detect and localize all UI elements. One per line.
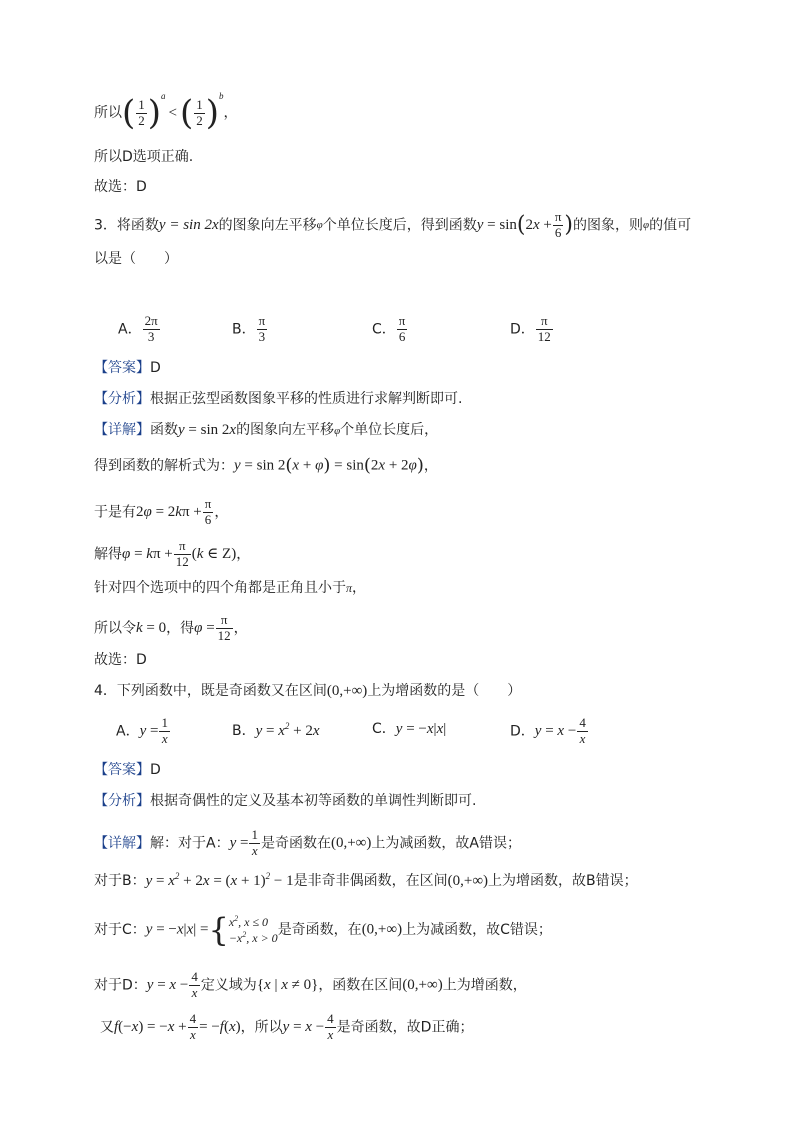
- text: 是奇函数，故D正确；: [336, 1019, 474, 1036]
- text: 又: [100, 1019, 114, 1036]
- q3-analysis: [94, 392, 462, 406]
- text: 个单位长度后，: [340, 422, 439, 438]
- interval: (0,+∞): [447, 873, 489, 889]
- q4-detail-d-odd: [100, 1012, 473, 1043]
- paren-open: (: [180, 93, 194, 133]
- q4-option-b[interactable]: [232, 722, 320, 739]
- comma: ，: [236, 546, 251, 563]
- q3-option-a[interactable]: [118, 314, 161, 345]
- q3-phi: φ: [316, 218, 323, 231]
- text: 上为增函数的是（ ）: [367, 683, 522, 699]
- q4-option-a[interactable]: [116, 716, 171, 747]
- text: 定义域为: [200, 977, 257, 994]
- left-brace: {: [208, 911, 229, 950]
- q3-detail-line3: [94, 497, 228, 528]
- formula: (k ∈ Z): [191, 545, 237, 562]
- domain-set: {x | x ≠ 0}: [256, 976, 319, 993]
- option-fraction: $\frac{\pi}{3}$: [258, 313, 266, 344]
- option-label: D．: [510, 321, 535, 338]
- formula: y = −x|x|: [395, 721, 447, 737]
- interval: (0,+∞): [330, 834, 372, 851]
- question-3-stem-line2: 以是（ ）: [94, 251, 178, 267]
- text: 解：对于A：: [150, 835, 230, 852]
- q3-arg: 2x +: [525, 216, 552, 233]
- text: 是奇函数，在: [277, 922, 362, 939]
- q3-text-a: 3．将函数: [94, 217, 159, 234]
- question-4-stem: [94, 684, 521, 699]
- q3-option-c[interactable]: [372, 314, 408, 345]
- paren-open: (: [516, 212, 526, 238]
- text: 针对四个选项中的四个角都是正角且小于: [94, 580, 346, 596]
- option-label: C．: [372, 321, 396, 338]
- analysis-tag: 【分析】: [94, 793, 150, 809]
- phi: φ: [334, 425, 341, 437]
- formula: f(−x) = −x +: [114, 1018, 187, 1035]
- text: 对于D：: [94, 977, 147, 994]
- q3-function-1: y = sin 2x: [158, 216, 219, 233]
- formula: y = x −: [534, 722, 577, 739]
- q3-function-2: y = sin: [476, 216, 517, 233]
- formula: y = sin 2x: [178, 422, 237, 438]
- answer-tag: 【答案】: [94, 360, 150, 376]
- detail-tag: 【详解】: [94, 835, 150, 852]
- text: 是非奇非偶函数，在区间: [293, 873, 448, 889]
- text: 的图象向左平移: [236, 422, 335, 438]
- fraction-4-x: $\frac{4}{x}$: [579, 715, 586, 746]
- q4-answer: [94, 763, 161, 777]
- answer-value: D: [150, 360, 161, 376]
- q3-detail-line2: [94, 457, 438, 475]
- piecewise-cases: $x^2$, x ≤ 0 $-x^2$, x > 0: [228, 914, 278, 946]
- fraction-1-x: $\frac{1}{x}$: [161, 715, 168, 746]
- analysis-text: 根据正弦型函数图象平移的性质进行求解判断即可.: [150, 391, 463, 407]
- paren-open: (: [363, 455, 371, 476]
- option-fraction: $\frac{\pi}{6}$: [398, 313, 406, 344]
- q3-final: 故选：D: [94, 652, 147, 668]
- exponent-b: b: [219, 91, 224, 101]
- option-label: B．: [232, 723, 256, 739]
- q4-option-d[interactable]: [510, 716, 589, 747]
- answer-value: D: [150, 762, 161, 778]
- q3-detail-line6: [94, 613, 248, 644]
- paren-open: (: [122, 93, 136, 133]
- text: 得到函数的解析式为：: [94, 458, 234, 474]
- text: ，所以: [240, 1019, 283, 1036]
- text-prefix: 所以: [94, 105, 122, 121]
- text: 对于B：: [94, 873, 146, 889]
- option-label: A．: [116, 723, 140, 740]
- q3-detail-line1: [94, 423, 438, 438]
- line-d-correct: 所以D选项正确.: [94, 149, 194, 165]
- q3-text-c: 个单位长度后，得到函数: [322, 217, 477, 234]
- comma: ，: [423, 458, 438, 474]
- q3-option-d[interactable]: [510, 314, 554, 345]
- q4-option-c[interactable]: [372, 722, 446, 737]
- question-3-stem: [94, 210, 691, 241]
- q3-phi-2: φ: [643, 218, 650, 231]
- fraction-1-x: $\frac{1}{x}$: [251, 827, 258, 858]
- paren-close: ): [147, 93, 162, 133]
- option-fraction: $\frac{\pi}{12}$: [537, 313, 551, 344]
- option-fraction: $\frac{2\pi}{3}$: [144, 313, 158, 344]
- q3-option-b[interactable]: [232, 314, 268, 345]
- q4-detail-b: [94, 872, 638, 889]
- q3-detail-line5: [94, 581, 366, 595]
- text: 4．下列函数中，既是奇函数又在区间: [94, 683, 327, 699]
- q3-answer: [94, 361, 161, 375]
- text: 上为增函数，: [442, 977, 527, 994]
- fraction-4-x: $\frac{4}{x}$: [191, 969, 198, 1000]
- fraction-pi-6: $\frac{\pi}{6}$: [554, 209, 562, 240]
- q3-text-d: 的图象，则: [573, 217, 644, 234]
- fraction-pi-12: $\frac{\pi}{12}$: [175, 538, 189, 569]
- fraction-4-x: $\frac{4}{x}$: [189, 1011, 197, 1042]
- formula: φ = kπ +: [122, 545, 173, 562]
- q4-detail-d: [94, 970, 527, 1001]
- text: 上为减函数，故C错误；: [402, 922, 552, 939]
- text: 对于C：: [94, 922, 146, 939]
- formula: = −f(x): [199, 1018, 241, 1035]
- option-label: B．: [232, 321, 256, 338]
- text: 解得: [94, 546, 122, 563]
- interval: (0,+∞): [326, 683, 368, 699]
- fraction-pi-12: $\frac{\pi}{12}$: [217, 612, 231, 643]
- text-suffix: ，: [223, 105, 238, 121]
- line-conclusion-inequality: [94, 91, 238, 133]
- option-label: A．: [118, 321, 142, 338]
- less-than: <: [168, 104, 177, 121]
- q3-text-b: 的图象向左平移: [218, 217, 317, 234]
- comma: ，: [214, 504, 229, 521]
- formula: 2x + 2φ: [370, 457, 417, 474]
- formula: k = 0: [136, 619, 167, 636]
- formula: y =: [229, 834, 249, 851]
- text: 所以令: [94, 620, 136, 637]
- paren-close: ): [564, 212, 574, 238]
- comma: ，: [352, 580, 367, 596]
- option-label: D．: [510, 723, 535, 740]
- formula: y =: [139, 722, 159, 739]
- text: 于是有: [94, 504, 136, 521]
- pi: π: [346, 581, 353, 595]
- q4-detail-c: [94, 911, 552, 950]
- q4-detail-a: [94, 828, 521, 859]
- formula: x + φ: [292, 457, 324, 474]
- formula: y = sin 2: [234, 457, 286, 474]
- formula: y = x −: [146, 976, 189, 993]
- answer-tag: 【答案】: [94, 762, 150, 778]
- q4-analysis: [94, 794, 476, 808]
- text: ，得: [166, 620, 195, 637]
- formula: y = −x|x| =: [145, 921, 209, 938]
- analysis-text: 根据奇偶性的定义及基本初等函数的单调性判断即可.: [150, 793, 477, 809]
- formula: $y = x^2 + 2x = (x + 1)^2 - 1$: [145, 871, 294, 889]
- fraction-half: $\frac{1}{2}$: [138, 96, 145, 128]
- line-choose-d: 故选：D: [94, 179, 147, 195]
- option-label: C．: [372, 721, 396, 737]
- text: ，函数在区间: [318, 977, 403, 994]
- q3-text-e: 的值可: [649, 217, 692, 234]
- formula: 2φ = 2kπ +: [136, 503, 202, 520]
- paren-close: ): [416, 455, 424, 476]
- formula: φ =: [194, 619, 215, 636]
- paren-close: ): [323, 455, 331, 476]
- formula: $y = x^2 + 2x$: [255, 721, 320, 739]
- exponent-a: a: [161, 91, 166, 101]
- paren-open: (: [285, 455, 293, 476]
- fraction-4-x: $\frac{4}{x}$: [327, 1011, 334, 1042]
- fraction-half: $\frac{1}{2}$: [196, 96, 203, 128]
- formula: y = x −: [282, 1018, 325, 1035]
- analysis-tag: 【分析】: [94, 391, 150, 407]
- text: 上为增函数，故B错误；: [488, 873, 638, 889]
- q3-detail-line4: [94, 539, 250, 570]
- detail-tag: 【详解】: [94, 422, 150, 438]
- text: 函数: [150, 422, 178, 438]
- comma: ，: [233, 620, 248, 637]
- interval: (0,+∞): [402, 976, 443, 993]
- interval: (0,+∞): [361, 921, 403, 938]
- paren-close: ): [205, 93, 220, 133]
- text: 是奇函数在: [260, 835, 331, 852]
- fraction-pi-6: $\frac{\pi}{6}$: [204, 496, 212, 527]
- formula: = sin: [330, 457, 364, 474]
- text: 上为减函数，故A错误；: [371, 835, 521, 852]
